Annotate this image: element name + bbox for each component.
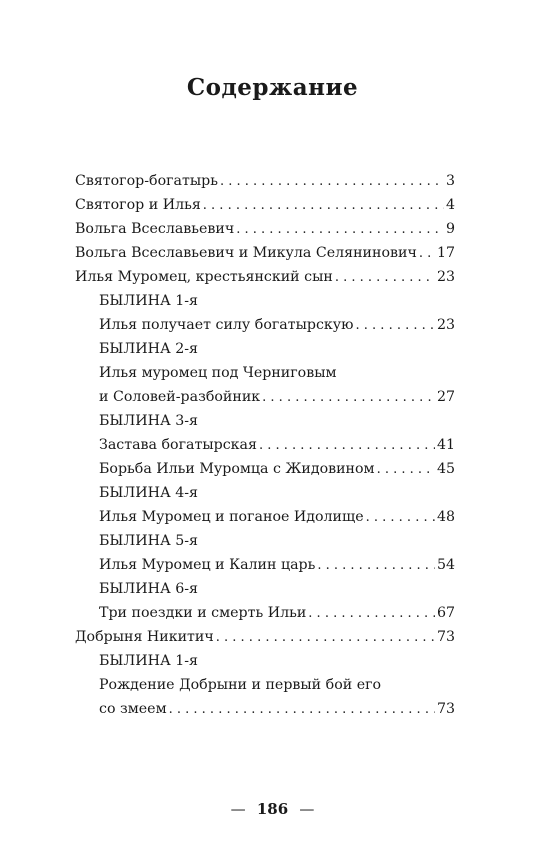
footer-dash-left: — xyxy=(230,800,246,818)
toc-entry xyxy=(75,697,455,721)
toc-entry-title: БЫЛИНА 3-я xyxy=(99,413,198,429)
toc-entry-page: 73 xyxy=(436,629,455,645)
toc-leader-dots xyxy=(262,386,435,410)
toc-entry xyxy=(75,673,455,697)
toc-leader-dots xyxy=(220,170,444,194)
toc-entry-title: БЫЛИНА 6-я xyxy=(99,581,198,597)
toc-entry-title: Рождение Добрыни и первый бой его xyxy=(99,677,382,693)
toc-leader-dots xyxy=(419,242,435,266)
toc-entry xyxy=(75,217,455,241)
toc-entry xyxy=(75,361,455,385)
toc-entry-title: Вольга Всеславьевич xyxy=(75,221,235,237)
toc-leader-dots xyxy=(335,266,435,290)
toc-entry-title: Добрыня Никитич xyxy=(75,629,214,645)
toc-entry xyxy=(75,457,455,481)
toc-entry-page: 27 xyxy=(436,389,455,405)
toc-entry-title: Вольга Всеславьевич и Микула Селянинович xyxy=(75,245,417,261)
toc-entry xyxy=(75,433,455,457)
toc-entry xyxy=(75,313,455,337)
page-title: Содержание xyxy=(186,74,359,101)
toc-leader-dots xyxy=(366,506,435,530)
toc-leader-dots xyxy=(203,194,444,218)
toc-entry-title: Илья Муромец и Калин царь xyxy=(99,557,316,573)
toc-entry xyxy=(75,169,455,193)
toc-leader-dots xyxy=(356,314,435,338)
toc-entry-page: 3 xyxy=(445,173,455,189)
toc-entry-page: 17 xyxy=(436,245,455,261)
toc-entry xyxy=(75,577,455,601)
toc-entry xyxy=(75,385,455,409)
toc-entry-page: 9 xyxy=(445,221,455,237)
page-footer xyxy=(0,800,545,818)
toc-entry-title: Святогор-богатырь xyxy=(75,173,218,189)
toc-entry-title: и Соловей-разбойник xyxy=(99,389,261,405)
toc-entry-page: 73 xyxy=(436,701,455,717)
toc-entry-title: БЫЛИНА 4-я xyxy=(99,485,198,501)
toc-entry-page: 4 xyxy=(445,197,455,213)
toc-leader-dots xyxy=(317,554,435,578)
toc-entry xyxy=(75,241,455,265)
toc-entry-page: 54 xyxy=(436,557,455,573)
toc-entry-title: БЫЛИНА 2-я xyxy=(99,341,198,357)
toc-entry xyxy=(75,529,455,553)
table-of-contents xyxy=(75,169,455,721)
toc-entry-page: 41 xyxy=(436,437,455,453)
toc-leader-dots xyxy=(377,458,435,482)
footer-dash-right: — xyxy=(299,800,315,818)
toc-entry xyxy=(75,409,455,433)
toc-entry-page: 48 xyxy=(436,509,455,525)
toc-entry xyxy=(75,265,455,289)
toc-entry xyxy=(75,193,455,217)
toc-entry-title: Илья Муромец, крестьянский сын xyxy=(75,269,333,285)
toc-leader-dots xyxy=(236,218,444,242)
toc-entry xyxy=(75,337,455,361)
toc-entry-page: 67 xyxy=(436,605,455,621)
toc-entry-title: Три поездки и смерть Ильи xyxy=(99,605,307,621)
toc-entry xyxy=(75,649,455,673)
toc-entry xyxy=(75,481,455,505)
toc-entry-title: Илья получает силу богатырскую xyxy=(99,317,354,333)
toc-entry-title: БЫЛИНА 1-я xyxy=(99,653,198,669)
toc-entry-page: 23 xyxy=(436,317,455,333)
toc-entry xyxy=(75,553,455,577)
toc-entry-title: Илья Муромец и поганое Идолище xyxy=(99,509,364,525)
toc-entry-page: 23 xyxy=(436,269,455,285)
toc-leader-dots xyxy=(169,698,435,722)
toc-leader-dots xyxy=(259,434,435,458)
toc-entry-title: БЫЛИНА 1-я xyxy=(99,293,198,309)
toc-entry xyxy=(75,505,455,529)
toc-entry-title: Борьба Ильи Муромца с Жидовином xyxy=(99,461,375,477)
page-number: 186 xyxy=(256,800,289,818)
toc-entry-title: Илья муромец под Черниговым xyxy=(99,365,337,381)
toc-entry-page: 45 xyxy=(436,461,455,477)
toc-leader-dots xyxy=(308,602,435,626)
toc-entry-title: Застава богатырская xyxy=(99,437,257,453)
toc-leader-dots xyxy=(216,626,435,650)
toc-entry xyxy=(75,601,455,625)
toc-entry-title: Святогор и Илья xyxy=(75,197,201,213)
toc-entry-title: со змеем xyxy=(99,701,167,717)
toc-entry xyxy=(75,289,455,313)
toc-entry xyxy=(75,625,455,649)
toc-entry-title: БЫЛИНА 5-я xyxy=(99,533,198,549)
